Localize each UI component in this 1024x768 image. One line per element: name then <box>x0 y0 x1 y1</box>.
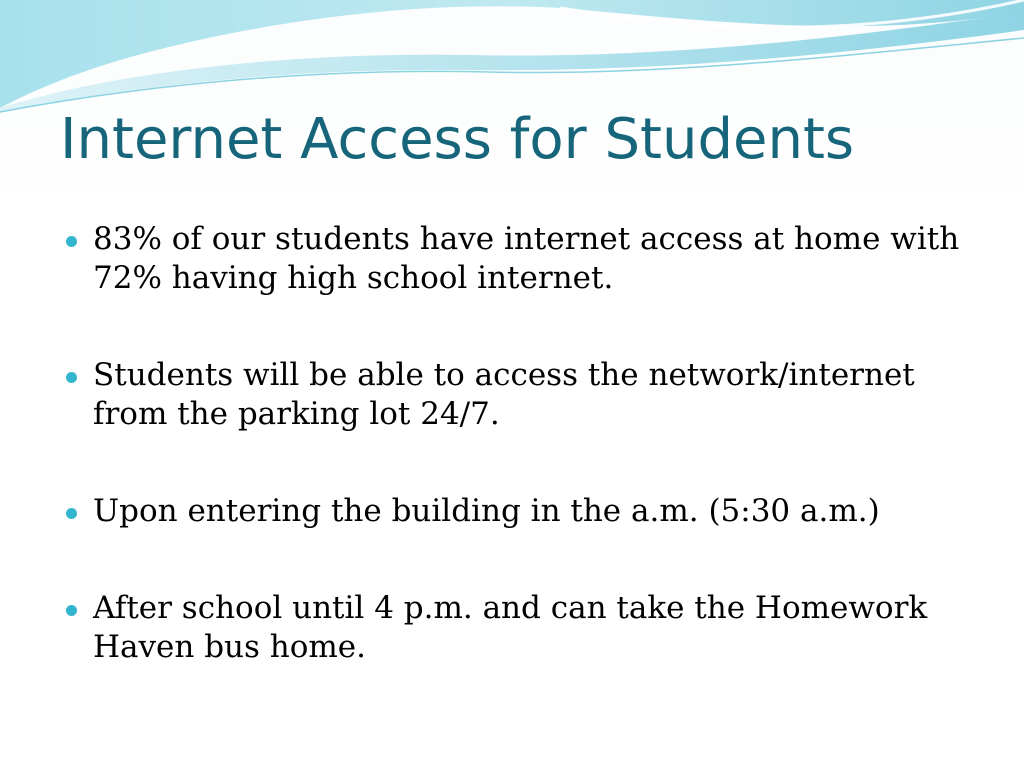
bullet-dot-icon <box>66 372 77 383</box>
bullet-list <box>66 220 966 725</box>
bullet-text: Students will be able to access the network/internet from the parking lot 24/7. <box>93 357 915 432</box>
bullet-item <box>66 356 966 434</box>
bullet-text: Upon entering the building in the a.m. (5:30 a.m.) <box>93 493 880 529</box>
bullet-dot-icon <box>66 508 77 519</box>
bullet-text: After school until 4 p.m. and can take the Homework Haven bus home. <box>93 590 928 665</box>
bullet-dot-icon <box>66 605 77 616</box>
bullet-item <box>66 589 966 667</box>
bullet-item <box>66 492 966 531</box>
bullet-item <box>66 220 966 298</box>
slide-title: Internet Access for Students <box>60 107 855 172</box>
bullet-dot-icon <box>66 236 77 247</box>
bullet-text: 83% of our students have internet access at home with 72% having high school internet. <box>93 221 960 296</box>
